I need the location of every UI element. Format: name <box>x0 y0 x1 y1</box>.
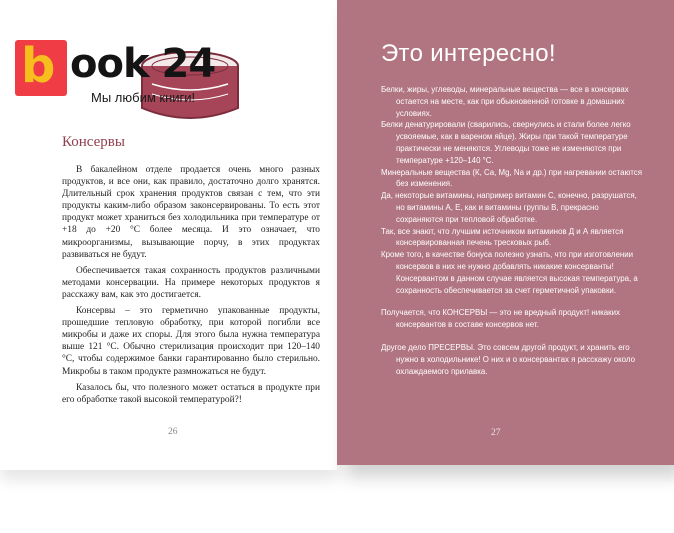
section-title: Консервы <box>62 134 125 150</box>
paragraph: Белки денатурировали (сварились, свернулись и стали более легко усвояемые, как в вареном яйце). Жиры при такой температуре практически не меняются. Углеводы тоже не изменяются при температуре +120–140 °С. <box>381 120 631 165</box>
paragraph: Да, некоторые витамины, например витамин С, конечно, разрушатся, но витамины А, Е, как и витамины группы В, прекрасно сохраняются при тепловой обработке. <box>381 191 637 224</box>
page-number-left: 26 <box>168 427 178 437</box>
left-body-text <box>62 164 320 410</box>
right-body-text <box>381 84 643 377</box>
paragraph: Минеральные вещества (К, Са, Mg, Na и др.) при нагревании остаются без изменения. <box>381 167 643 189</box>
paragraph: Кроме того, в качестве бонуса полезно узнать, что при изготовлении консервов в них не нужно добавлять никакие консерванты! Консервантом в данном случае является высокая температура, а сохранность обеспечивается за счет герметичной упаковки. <box>381 250 638 295</box>
logo-badge <box>15 40 67 96</box>
book24-logo[interactable] <box>15 40 220 112</box>
logo-tagline: Мы любим книги! <box>91 90 196 105</box>
logo-wordmark: ook 24 <box>70 41 216 87</box>
paragraph: Консервы – это герметично упакованные продукты, прошедшие тепловую обработку, при которой погибли все микробы и даже их споры. Для этого была нужна температура выше 121 °С. Обычно стерилизация происходит при 120–140 °С, чтобы содержимое банки гарантированно было стерильно. Микробы в таком продукте размножаться не будут. <box>62 306 320 377</box>
sidebar-title: Это интересно! <box>381 40 556 67</box>
logo-letter: b <box>21 38 56 94</box>
right-page <box>337 0 674 465</box>
paragraph: Казалось бы, что полезного может остаться в продукте при его обработке такой высокой температурой?! <box>62 382 320 405</box>
paragraph: Обеспечивается такая сохранность продуктов различными методами консервации. На примере некоторых продуктов я расскажу вам, как это достигается. <box>62 265 320 300</box>
paragraph: Получается, что КОНСЕРВЫ — это не вредный продукт! никаких консервантов в составе консервов нет. <box>381 308 620 330</box>
paragraph: В бакалейном отделе продается очень много разных продуктов, и все они, как правило, достаточно долго хранятся. Длительный срок хранения продуктов связан с тем, что эти продукты каким-либо образом законсервированы. То есть этот продукт может храниться без холодильника при температуре от +18 до +20 °С более месяца. И это означает, что микроорганизмы, вызывающие порчу, в этих продуктах развиваться не будут. <box>62 165 320 260</box>
paragraph: Белки, жиры, углеводы, минеральные вещества — все в консервах остается на месте, как при обыкновенной готовке в домашних условиях. <box>381 85 629 118</box>
paragraph: Другое дело ПРЕСЕРВЫ. Это совсем другой продукт, и хранить его нужно в холодильнике! О них и о консервантах я расскажу около охлаждаемого прилавка. <box>381 342 635 376</box>
paragraph: Так, все знают, что лучшим источником витаминов Д и А является консервированная печень тресковых рыб. <box>381 226 624 248</box>
page-number-right: 27 <box>491 428 501 438</box>
